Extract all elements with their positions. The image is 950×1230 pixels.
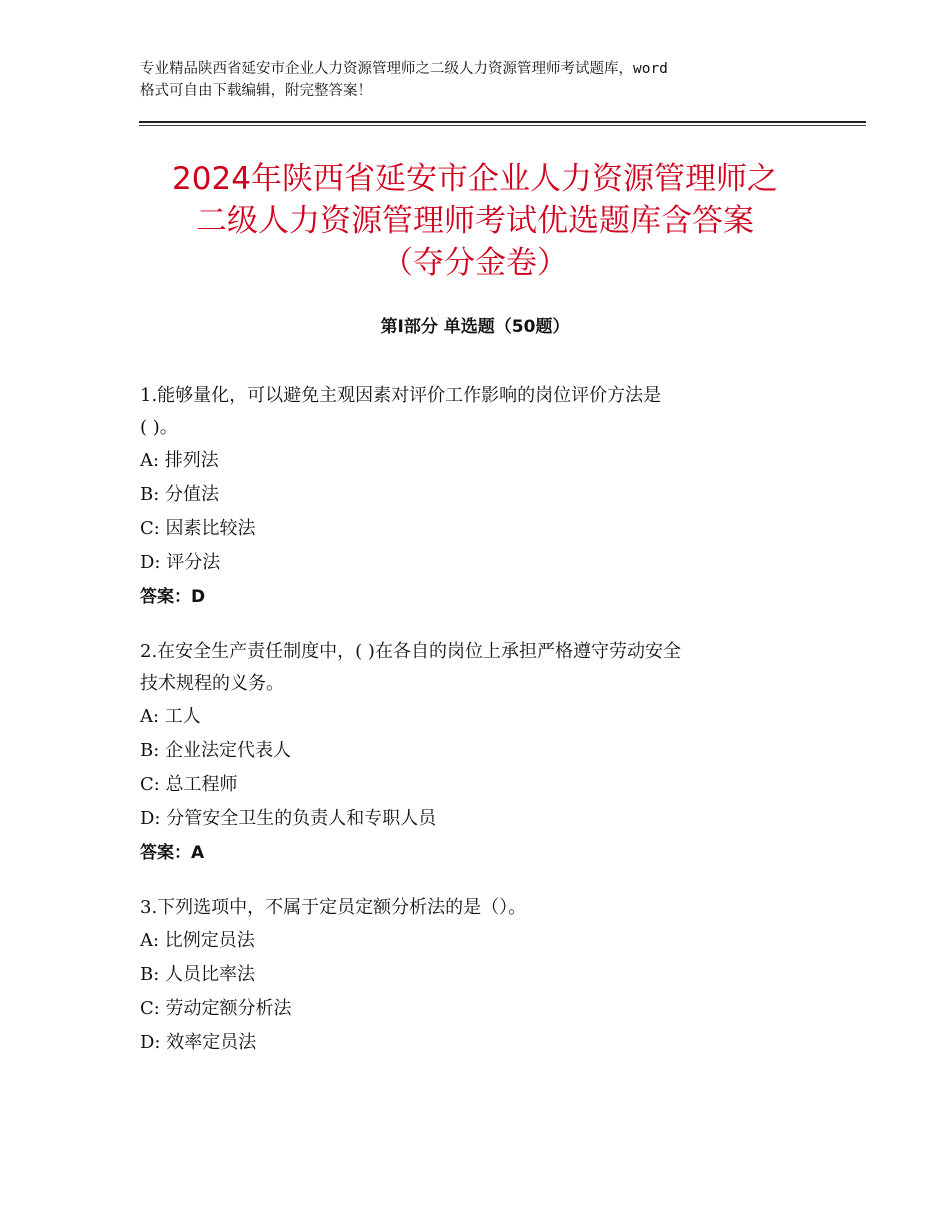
option-a: A: 工人	[140, 706, 201, 727]
option-b: B: 人员比率法	[140, 964, 256, 985]
question-stem	[140, 892, 820, 924]
option-c: C: 劳动定额分析法	[140, 998, 292, 1019]
question-stem-line-1: 2.在安全生产责任制度中，( )在各自的岗位上承担严格遵守劳动安全	[140, 641, 681, 662]
header-rule-thick	[139, 121, 866, 123]
header-rule-thin	[139, 125, 866, 126]
option-b: B: 企业法定代表人	[140, 740, 292, 761]
option-d: D: 评分法	[140, 552, 221, 573]
header-note-line-2: 格式可自由下载编辑，附完整答案！	[140, 83, 372, 99]
option-d: D: 分管安全卫生的负责人和专职人员	[140, 808, 437, 829]
question-2	[140, 636, 820, 870]
question-stem-line-2: ( )。	[140, 417, 178, 438]
question-stem-line-1: 3.下列选项中，不属于定员定额分析法的是（）。	[140, 897, 527, 918]
question-stem	[140, 380, 820, 444]
answer: 答案：A	[140, 843, 205, 863]
question-1	[140, 380, 820, 614]
header-note	[140, 58, 840, 102]
question-stem-line-2: 技术规程的义务。	[140, 673, 284, 694]
document-title	[100, 158, 850, 284]
document-title-line-2: 二级人力资源管理师考试优选题库含答案	[196, 203, 754, 239]
answer: 答案：D	[140, 587, 206, 607]
option-a: A: 比例定员法	[140, 930, 255, 951]
document-title-line-1: 2024年陕西省延安市企业人力资源管理师之	[172, 161, 778, 197]
option-b: B: 分值法	[140, 484, 220, 505]
option-c: C: 因素比较法	[140, 518, 256, 539]
question-3	[140, 892, 820, 1060]
question-stem-line-1: 1.能够量化，可以避免主观因素对评价工作影响的岗位评价方法是	[140, 385, 662, 406]
option-c: C: 总工程师	[140, 774, 238, 795]
section-title: 第Ⅰ部分 单选题（50题）	[380, 317, 570, 337]
document-title-line-3: （夺分金卷）	[382, 245, 568, 281]
option-a: A: 排列法	[140, 450, 219, 471]
header-note-line-1: 专业精品陕西省延安市企业人力资源管理师之二级人力资源管理师考试题库，word	[140, 61, 668, 77]
question-list	[140, 380, 820, 1082]
question-stem	[140, 636, 820, 700]
option-d: D: 效率定员法	[140, 1032, 257, 1053]
